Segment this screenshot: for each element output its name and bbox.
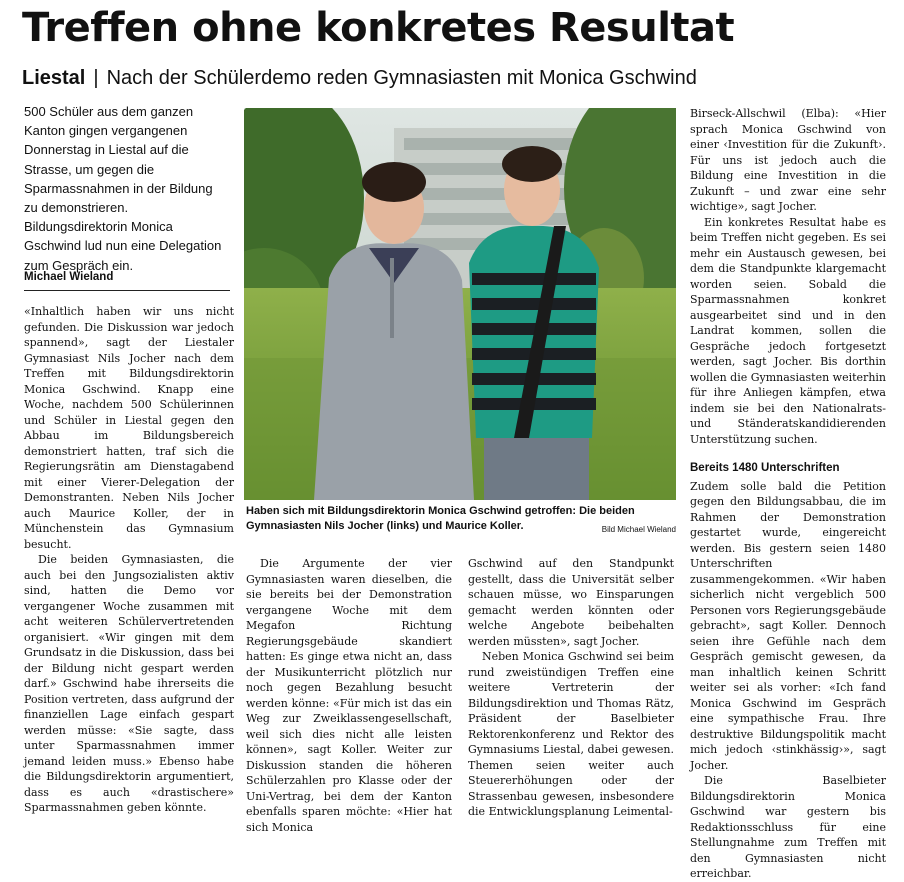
- subhead-text: Nach der Schülerdemo reden Gymnasiasten mit Monica Gschwind: [106, 67, 697, 89]
- caption-text: Haben sich mit Bildungsdirektorin Monica Gschwind getroffen: Die beiden Gymnasiasten Nils Jocher (links) und Maurice Koller.: [246, 505, 635, 532]
- byline-divider: [24, 290, 230, 291]
- paragraph: Die Baselbieter Bildungsdirektorin Monica Gschwind war gestern bis Redaktionsschluss für eine Stellungnahme zum Treffen mit den Gymnasiasten nicht erreichbar.: [690, 774, 886, 880]
- article-photo: [244, 108, 676, 500]
- paragraph: Zudem solle bald die Petition gegen den Bildungsabbau, die im Rahmen der Demonstration gestartet wurde, eingereicht werden. Bis gestern seien 1480 Unterschriften zusammengekommen. «Wir haben sicherlich nicht vergeblich 500 Personen vors Regierungsgebäude gebracht», sagt Koller. Dennoch seien ihre Gefühle nach dem Gespräch gemischt gewesen, da man inhaltlich keinen Schritt weiter sei als vorher: «Ich fand Monica Gschwind im Gespräch eine sympathische Frau. Ihre destruktive Bildungspolitik macht mich jedoch ‹stinkhässig›», sagt Jocher.: [690, 479, 886, 772]
- paragraph: Die beiden Gymnasiasten, die auch bei den Jungsozialisten aktiv sind, hatten die Demo vor vergangener Woche zusammen mit acht weiteren Schülervertretenden organisiert. «Wir gingen mit dem Grundsatz in die Diskussion, dass bei der Bildung nicht gespart werden darf.» Gschwind habe ihrerseits die Position vertreten, dass aufgrund der finanziellen Lage einfach gespart werden müsse: «Sie sagte, dass unter Sparmassnahmen immer jemand leiden muss.» Ebenso habe die Bildungsdirektorin argumentiert, dass es auch «drastischere» Sparmassnahmen geben könnte.: [24, 553, 234, 814]
- photo-caption: [246, 504, 676, 537]
- paragraph: «Inhaltlich haben wir uns nicht gefunden. Die Diskussion war jedoch spannend», sagt der Liestaler Gymnasiast Nils Jocher nach dem Treffen mit Bildungsdirektorin Monica Gschwind. Knapp eine Woche, nachdem 500 Schülerinnen und Schüler in Liestal gegen den Abbau im Bildungsbereich demonstriert hatten, traf sich die Regierungsrätin am Dienstagabend mit einer Vierer-Delegation der Demonstranten. Neben Nils Jocher auch Maurice Koller, der in Münchenstein das Gymnasium besucht.: [24, 305, 234, 551]
- article-column-3: [468, 556, 674, 820]
- subhead-separator: |: [93, 67, 99, 89]
- author-byline: Michael Wieland: [24, 271, 114, 283]
- paragraph: Ein konkretes Resultat habe es beim Treffen nicht gegeben. Es sei mehr ein Austausch gewesen, bei dem die Standpunkte klargemacht worden seien. Sobald die Sparmassnahmen konkret ausgearbeitet sind und in den Landrat kommen, sollen die Gespräche jedoch fortgesetzt werden, sagt Jocher. Bis dorthin wollen die Gymnasiasten weiterhin für ihre Anliegen kämpfen, etwa indem sie bei den Nationalrats- und Ständeratskandidierenden Unterstützung suchen.: [690, 215, 887, 446]
- article-column-2: [246, 556, 452, 835]
- subheadline: [22, 64, 697, 92]
- paragraph: Birseck-Allschwil (Elba): «Hier sprach Monica Gschwind von einer ‹Investition für die Zukunft›. Für uns ist jedoch auch die Bildung eine Investition in die Zukunft – und zwar eine sehr wichtige», sagt Jocher.: [690, 107, 886, 213]
- article-column-4: [690, 106, 886, 882]
- location-label: Liestal: [22, 67, 86, 89]
- paragraph: Die Argumente der vier Gymnasiasten waren dieselben, die sie bereits bei der Demonstration vergangene Woche mit dem Megafon Richtung Regierungsgebäude skandiert hatten: Es ginge etwa nicht an, dass der Musikunterricht plötzlich nur noch gegen Bezahlung besucht werden könne: «Für mich ist das ein Weg zur Zweiklassengesellschaft, weil sich dies nicht alle leisten können», sagt Koller. Weiter zur Diskussion standen die höheren Schülerzahlen pro Klasse oder der Uni-Vertrag, bei dem der Kanton ebenfalls sparen möchte: «Hier hat sich Monica: [246, 557, 452, 834]
- paragraph: Neben Monica Gschwind sei beim rund zweistündigen Treffen eine weitere Vertreterin der Bildungsdirektion und Thomas Rätz, Präsident der Baselbieter Rektorenkonferenz und Rektor des Gymnasiums Liestal, dabei gewesen. Themen seien weiter auch Steuererhöhungen oder der Strassenbau gewesen, insbesondere die Entwicklungsplanung Leimental-: [468, 650, 674, 818]
- article-column-1: [24, 304, 234, 816]
- section-heading: Bereits 1480 Unterschriften: [690, 462, 840, 474]
- photo-two-students: [244, 108, 676, 500]
- photo-credit: Bild Michael Wieland: [601, 525, 676, 534]
- headline: Treffen ohne konkretes Resultat: [22, 5, 735, 51]
- lead-paragraph: 500 Schüler aus dem ganzen Kanton gingen vergangenen Donnerstag in Liestal auf die Strasse, um gegen die Sparmassnahmen in der Bildung zu demonstrieren. Bildungsdirektorin Monica Gschwind lud nun eine Delegation zum Gespräch ein.: [24, 104, 222, 273]
- paragraph: Gschwind auf den Standpunkt gestellt, dass die Universität selber schauen müsse, wo Einsparungen gemacht werden könnten oder welche Angebote beibehalten werden müssten», sagt Jocher.: [468, 557, 674, 648]
